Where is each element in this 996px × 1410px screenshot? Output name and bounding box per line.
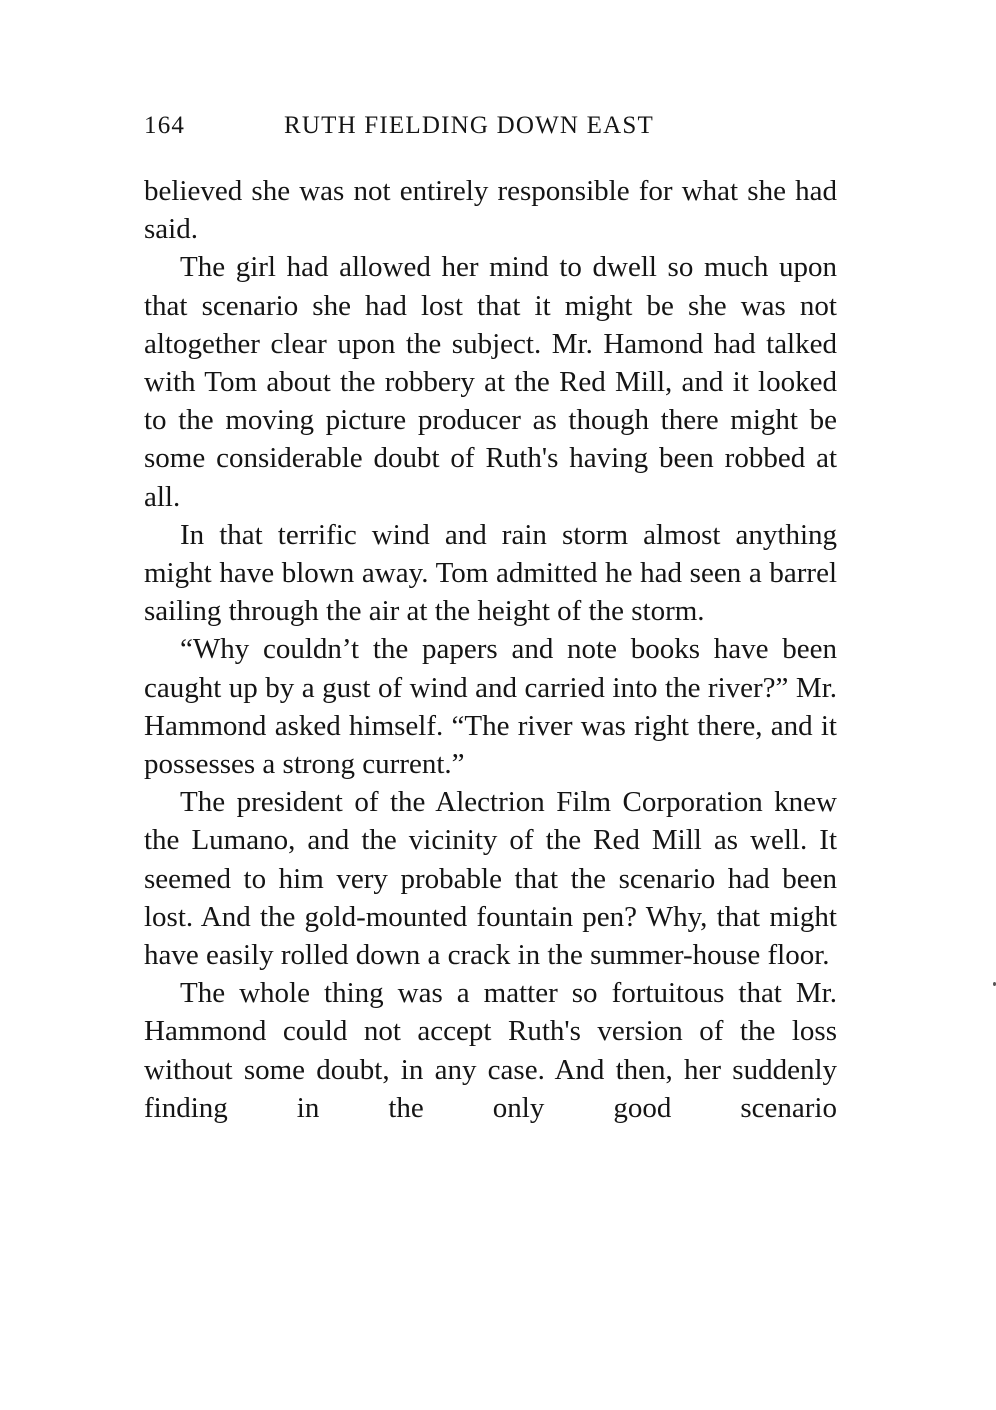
paragraph: “Why couldn’t the papers and note books have been caught up by a gust of wind and carried into the river?” Mr. Hammond asked himself. “The river was right there, and it possesses a strong current.”: [144, 633, 837, 781]
body-text: [144, 172, 837, 1127]
page-number: 164: [144, 112, 186, 139]
page-header: [144, 112, 834, 152]
paragraph: In that terrific wind and rain storm almost anything might have blown away. Tom admitted he had seen a barrel sailing through the air at the height of the storm.: [144, 518, 837, 628]
paragraph: The girl had allowed her mind to dwell so much upon that scenario she had lost that it might be she was not altogether clear upon the subject. Mr. Hamond had talked with Tom about the robbery at the Red Mill, and it looked to the moving picture producer as though there might be some considerable doubt of Ruth's having been robbed at all.: [144, 251, 837, 513]
paragraph: The president of the Alectrion Film Corporation knew the Lumano, and the vicinity of the Red Mill as well. It seemed to him very probable that the scenario had been lost. And the gold-mounted fountain pen? Why, that might have easily rolled down a crack in the summer-house floor.: [144, 786, 837, 972]
paragraph-continued: believed she was not entirely responsible for what she had said.: [144, 175, 837, 246]
paragraph-cut-off: The whole thing was a matter so fortuitous that Mr. Hammond could not accept Ruth's version of the loss without some doubt, in any case. And then, her suddenly finding in the only good scenario: [144, 977, 837, 1124]
running-title: RUTH FIELDING DOWN EAST: [284, 112, 654, 139]
